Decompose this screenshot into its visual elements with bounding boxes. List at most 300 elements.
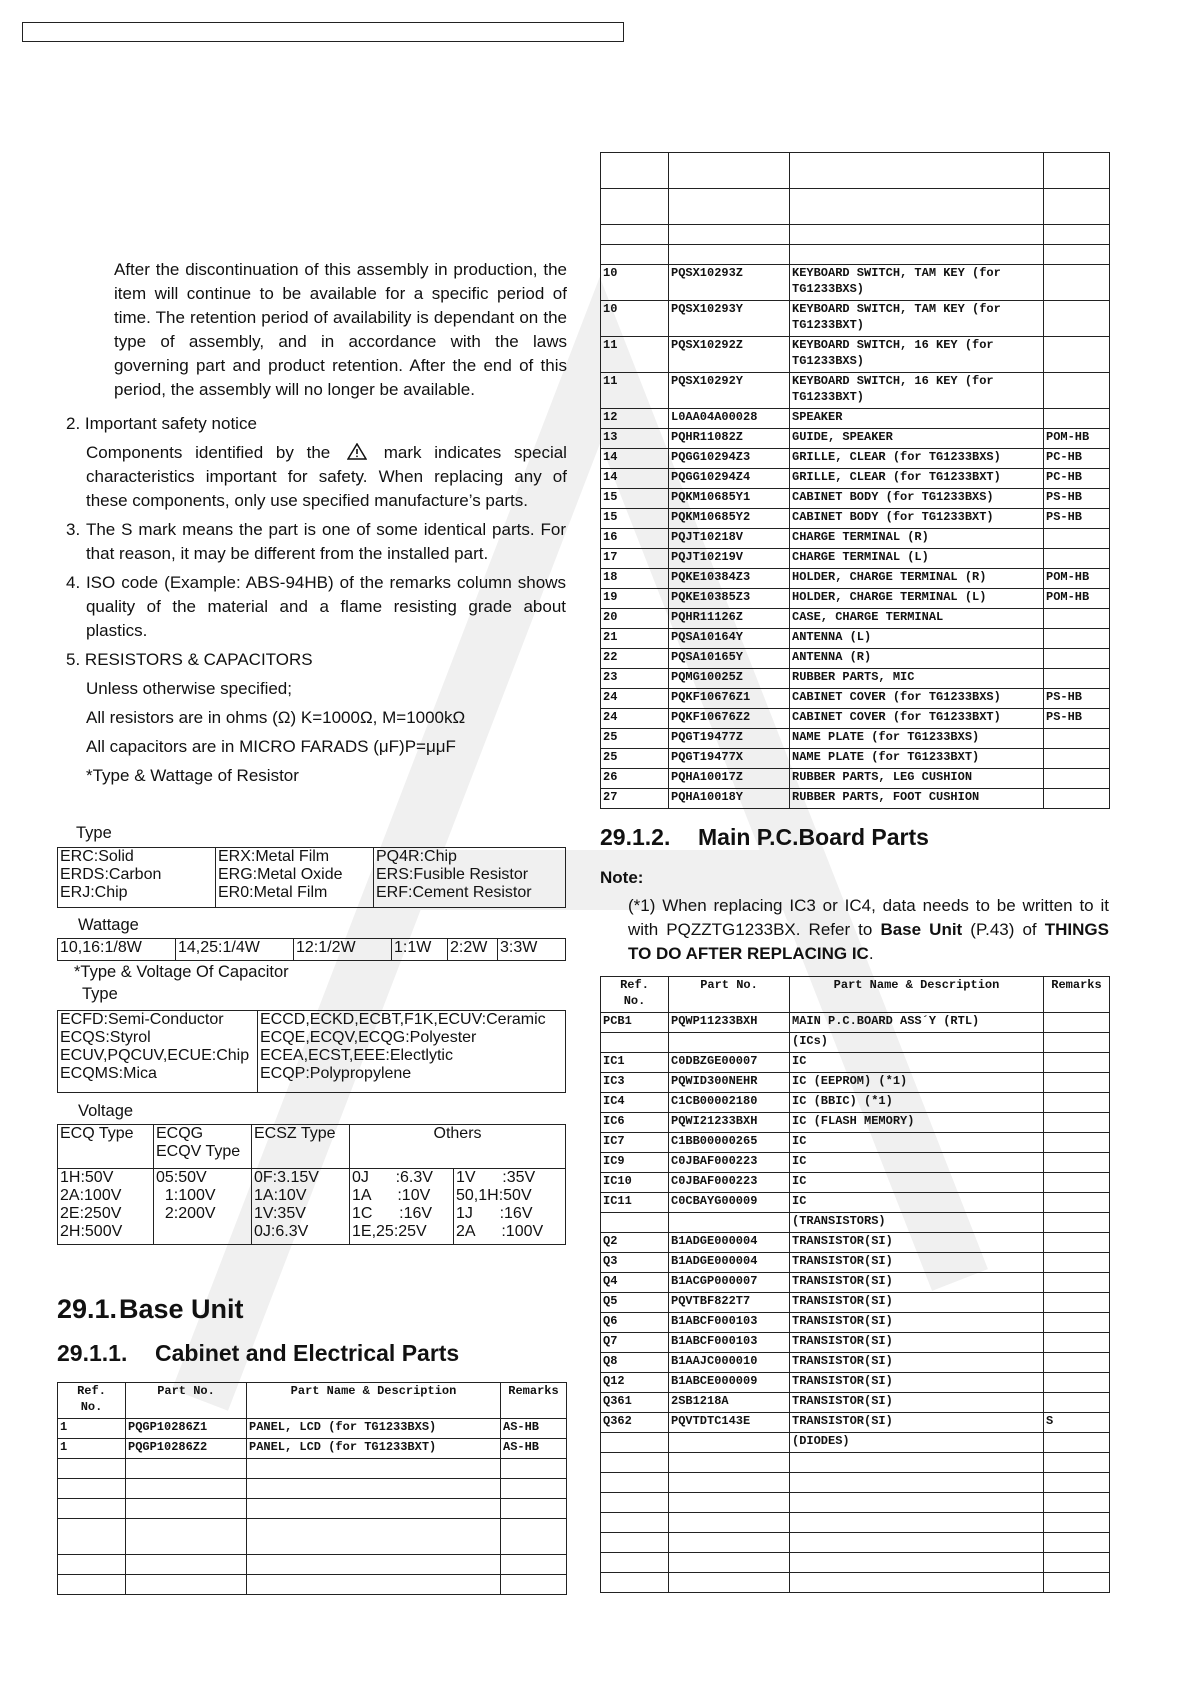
column-header: Remarks: [501, 1383, 567, 1419]
table-row: [601, 1353, 1110, 1373]
ref-cell: Q7: [601, 1333, 669, 1353]
ref-cell: Q8: [601, 1353, 669, 1373]
ref-cell: 23: [601, 669, 669, 689]
ref-cell: [601, 1033, 669, 1053]
table-row: [601, 1173, 1110, 1193]
table-row: [601, 1373, 1110, 1393]
table-row: [601, 789, 1110, 809]
remarks-cell: [1044, 1133, 1110, 1153]
part-no-cell: PQSX10292Z: [669, 337, 790, 373]
remarks-cell: [1044, 1093, 1110, 1113]
part-no-cell: C1BB00000265: [669, 1133, 790, 1153]
part-no-cell: PQWI21233BXH: [669, 1113, 790, 1133]
section-29-1-2-heading: [600, 824, 929, 851]
remarks-cell: [1044, 1013, 1110, 1033]
item-5-title-text: RESISTORS & CAPACITORS: [84, 650, 313, 669]
part-no-cell: PQWP11233BXH: [669, 1013, 790, 1033]
table-row: [601, 1053, 1110, 1073]
part-no-cell: PQKE10384Z3: [669, 569, 790, 589]
part-no-cell: PQWID300NEHR: [669, 1073, 790, 1093]
ref-cell: IC6: [601, 1113, 669, 1133]
part-no-cell: [669, 1433, 790, 1453]
resistor-type-cell: ERC:Solid ERDS:Carbon ERJ:Chip: [58, 848, 216, 908]
ref-cell: IC7: [601, 1133, 669, 1153]
capacitor-type-cell: ECCD,ECKD,ECBT,F1K,ECUV:Ceramic ECQE,ECQV,ECQG:Polyester ECEA,ECST,EEE:Electlytic ECQP:Polypropylene: [258, 1011, 566, 1093]
remarks-cell: [1044, 1393, 1110, 1413]
ref-cell: 17: [601, 549, 669, 569]
part-no-cell: PQSX10292Y: [669, 373, 790, 409]
description-cell: KEYBOARD SWITCH, TAM KEY (for TG1233BXS): [790, 265, 1044, 301]
cabinet-parts-table-continued: [600, 152, 1110, 809]
description-cell: TRANSISTOR(SI): [790, 1273, 1044, 1293]
voltage-header: ECSZ Type: [252, 1125, 350, 1169]
ref-cell: 24: [601, 709, 669, 729]
table-row: [601, 1273, 1110, 1293]
part-no-cell: PQKM10685Y2: [669, 509, 790, 529]
part-no-cell: PQGP10286Z2: [126, 1439, 247, 1459]
column-header: Remarks: [1044, 977, 1110, 1013]
empty-row: [601, 1553, 1110, 1573]
description-cell: CABINET BODY (for TG1233BXS): [790, 489, 1044, 509]
retention-paragraph: After the discontinuation of this assembly in production, the item will continue to be available for a specific period of time. The retention period of availability is dependant on the type of assembly, and in accordance with the laws governing part and product retention. After the end of this period, the assembly will no longer be available.: [114, 260, 567, 399]
remarks-cell: [1044, 1033, 1110, 1053]
part-no-cell: PQHA10018Y: [669, 789, 790, 809]
table-row: [601, 1433, 1110, 1453]
description-cell: TRANSISTOR(SI): [790, 1293, 1044, 1313]
voltage-cell: 05:50V 1:100V 2:200V: [154, 1169, 252, 1245]
column-header: Part Name & Description: [790, 977, 1044, 1013]
item-3-number: 3.: [66, 520, 81, 539]
remarks-cell: [1044, 729, 1110, 749]
note-text-a: (*1) When replacing IC3 or IC4, data needs to be written to it with PQZZTG1233BX. Refer to: [628, 896, 1109, 939]
item-2-title-text: Important safety notice: [84, 414, 257, 433]
item-5-line-1: Unless otherwise specified;: [86, 679, 292, 698]
ref-cell: 18: [601, 569, 669, 589]
ref-cell: 16: [601, 529, 669, 549]
item-5-number: 5.: [66, 650, 81, 669]
part-no-cell: [669, 1033, 790, 1053]
ref-cell: 14: [601, 449, 669, 469]
description-cell: IC: [790, 1193, 1044, 1213]
part-no-cell: PQVTBF822T7: [669, 1293, 790, 1313]
empty-row: [601, 1513, 1110, 1533]
table-row: [601, 409, 1110, 429]
table-row: [601, 509, 1110, 529]
ref-cell: 13: [601, 429, 669, 449]
column-header: Part Name & Description: [247, 1383, 501, 1419]
capacitor-title: *Type & Voltage Of Capacitor: [74, 963, 289, 981]
ref-cell: Q6: [601, 1313, 669, 1333]
description-cell: KEYBOARD SWITCH, 16 KEY (for TG1233BXT): [790, 373, 1044, 409]
table-row: [601, 629, 1110, 649]
table-row: [601, 1133, 1110, 1153]
remarks-cell: [1044, 1313, 1110, 1333]
column-header: Part No.: [669, 977, 790, 1013]
ref-cell: Q2: [601, 1233, 669, 1253]
remarks-cell: [1044, 1233, 1110, 1253]
remarks-cell: POM-HB: [1044, 569, 1110, 589]
voltage-cell: 0F:3.15V 1A:10V 1V:35V 0J:6.3V: [252, 1169, 350, 1245]
part-no-cell: B1ABCE000009: [669, 1373, 790, 1393]
empty-row: [601, 1493, 1110, 1513]
note-text-b: (P.43) of: [970, 920, 1037, 939]
column-header: Part No.: [126, 1383, 247, 1419]
main-pcb-parts-table: [600, 976, 1110, 1593]
empty-row: [58, 1459, 567, 1479]
item-5-line-3: All capacitors are in MICRO FARADS (μF)P=μμF: [86, 737, 456, 756]
remarks-cell: [1044, 789, 1110, 809]
note-paragraph: [628, 894, 1109, 966]
item-4: [66, 571, 566, 643]
ref-cell: IC11: [601, 1193, 669, 1213]
item-5-title: [66, 648, 313, 672]
part-no-cell: PQHA10017Z: [669, 769, 790, 789]
description-cell: TRANSISTOR(SI): [790, 1393, 1044, 1413]
ref-cell: 10: [601, 301, 669, 337]
part-no-cell: B1ACGP000007: [669, 1273, 790, 1293]
ref-cell: 1: [58, 1419, 126, 1439]
table-row: [601, 1313, 1110, 1333]
ref-cell: IC1: [601, 1053, 669, 1073]
description-cell: (TRANSISTORS): [790, 1213, 1044, 1233]
ref-cell: 10: [601, 265, 669, 301]
table-row: [601, 529, 1110, 549]
part-no-cell: L0AA04A00028: [669, 409, 790, 429]
empty-row: [58, 1575, 567, 1595]
ref-cell: Q362: [601, 1413, 669, 1433]
table-row: [58, 1419, 567, 1439]
remarks-cell: AS-HB: [501, 1439, 567, 1459]
remarks-cell: [1044, 373, 1110, 409]
table-row: [601, 1413, 1110, 1433]
remarks-cell: [1044, 549, 1110, 569]
ref-cell: 26: [601, 769, 669, 789]
table-row: [601, 609, 1110, 629]
warning-triangle-icon: [347, 443, 367, 460]
table-row: [601, 1333, 1110, 1353]
section-title: Cabinet and Electrical Parts: [155, 1340, 460, 1366]
description-cell: TRANSISTOR(SI): [790, 1253, 1044, 1273]
description-cell: IC: [790, 1133, 1044, 1153]
description-cell: CHARGE TERMINAL (L): [790, 549, 1044, 569]
table-row: [601, 1093, 1110, 1113]
part-no-cell: C0JBAF000223: [669, 1173, 790, 1193]
remarks-cell: [1044, 409, 1110, 429]
part-no-cell: C0CBAYG00009: [669, 1193, 790, 1213]
description-cell: IC (EEPROM) (*1): [790, 1073, 1044, 1093]
part-no-cell: B1ABCF000103: [669, 1313, 790, 1333]
things-to-do-reference: THINGS TO DO AFTER REPLACING IC: [628, 920, 1109, 963]
voltage-cell: 1V :35V 50,1H:50V 1J :16V 2A :100V: [454, 1169, 566, 1245]
description-cell: TRANSISTOR(SI): [790, 1333, 1044, 1353]
empty-row: [601, 1453, 1110, 1473]
table-row: [601, 1013, 1110, 1033]
part-no-cell: PQSX10293Z: [669, 265, 790, 301]
table-row: [601, 1393, 1110, 1413]
remarks-cell: PC-HB: [1044, 469, 1110, 489]
part-no-cell: C0JBAF000223: [669, 1153, 790, 1173]
remarks-cell: POM-HB: [1044, 589, 1110, 609]
description-cell: TRANSISTOR(SI): [790, 1233, 1044, 1253]
description-cell: CHARGE TERMINAL (R): [790, 529, 1044, 549]
table-row: [601, 449, 1110, 469]
section-29-1-1-heading: [57, 1340, 459, 1367]
part-no-cell: B1AAJC000010: [669, 1353, 790, 1373]
table-row: [601, 549, 1110, 569]
ref-cell: 14: [601, 469, 669, 489]
table-row: [601, 469, 1110, 489]
table-row: [601, 709, 1110, 729]
part-no-cell: PQJT10218V: [669, 529, 790, 549]
voltage-cell: 1H:50V 2A:100V 2E:250V 2H:500V: [58, 1169, 154, 1245]
part-no-cell: [669, 1213, 790, 1233]
table-row: [601, 569, 1110, 589]
table-row: [58, 1439, 567, 1459]
part-no-cell: C0DBZGE00007: [669, 1053, 790, 1073]
remarks-cell: [1044, 1253, 1110, 1273]
table-row: [601, 489, 1110, 509]
ref-cell: Q5: [601, 1293, 669, 1313]
column-header: Ref. No.: [601, 977, 669, 1013]
table-row: [601, 729, 1110, 749]
wattage-cell: 12:1/2W: [294, 939, 392, 961]
ref-cell: Q361: [601, 1393, 669, 1413]
ref-cell: 27: [601, 789, 669, 809]
empty-row: [58, 1499, 567, 1519]
remarks-cell: [1044, 1053, 1110, 1073]
part-no-cell: PQGT19477X: [669, 749, 790, 769]
part-no-cell: PQGG10294Z3: [669, 449, 790, 469]
empty-row: [601, 189, 1110, 225]
ref-cell: 22: [601, 649, 669, 669]
section-number: 29.1.: [57, 1294, 118, 1324]
capacitor-type-label: Type: [82, 985, 118, 1003]
description-cell: IC (BBIC) (*1): [790, 1093, 1044, 1113]
table-row: [601, 1213, 1110, 1233]
description-cell: CABINET COVER (for TG1233BXS): [790, 689, 1044, 709]
empty-row: [601, 153, 1110, 189]
ref-cell: 15: [601, 509, 669, 529]
ref-cell: IC9: [601, 1153, 669, 1173]
description-cell: PANEL, LCD (for TG1233BXS): [247, 1419, 501, 1439]
column-header: Ref. No.: [58, 1383, 126, 1419]
table-row: [601, 1233, 1110, 1253]
remarks-cell: [1044, 1153, 1110, 1173]
table-row: [601, 1113, 1110, 1133]
item-4-text: ISO code (Example: ABS-94HB) of the remarks column shows quality of the material and a flame resisting grade about plastics.: [85, 573, 566, 640]
resistor-type-cell: PQ4R:Chip ERS:Fusible Resistor ERF:Cement Resistor: [374, 848, 566, 908]
table-row: [601, 1073, 1110, 1093]
description-cell: RUBBER PARTS, MIC: [790, 669, 1044, 689]
ref-cell: [601, 1213, 669, 1233]
cabinet-parts-table: [57, 1382, 567, 1595]
part-no-cell: PQHR11082Z: [669, 429, 790, 449]
empty-row: [601, 1473, 1110, 1493]
part-no-cell: PQGT19477Z: [669, 729, 790, 749]
remarks-cell: [1044, 337, 1110, 373]
ref-cell: 24: [601, 689, 669, 709]
remarks-cell: [1044, 609, 1110, 629]
remarks-cell: [1044, 769, 1110, 789]
description-cell: RUBBER PARTS, FOOT CUSHION: [790, 789, 1044, 809]
resistor-type-table: [57, 847, 566, 908]
remarks-cell: [1044, 1353, 1110, 1373]
wattage-table: [57, 938, 566, 961]
wattage-cell: 3:3W: [498, 939, 566, 961]
table-row: [601, 749, 1110, 769]
table-row: [601, 1193, 1110, 1213]
remarks-cell: [1044, 1373, 1110, 1393]
description-cell: KEYBOARD SWITCH, TAM KEY (for TG1233BXT): [790, 301, 1044, 337]
section-title: Main P.C.Board Parts: [698, 824, 929, 850]
description-cell: TRANSISTOR(SI): [790, 1413, 1044, 1433]
item-2-text-b: mark indicates special characteristics important for safety. When replacing any of these components, only use specified manufacture’s parts.: [86, 443, 567, 510]
table-row: [601, 1293, 1110, 1313]
description-cell: (ICs): [790, 1033, 1044, 1053]
header-box: [22, 22, 624, 42]
part-no-cell: PQSA10165Y: [669, 649, 790, 669]
remarks-cell: PS-HB: [1044, 709, 1110, 729]
part-no-cell: PQKF10676Z2: [669, 709, 790, 729]
remarks-cell: [1044, 649, 1110, 669]
table-row: [601, 1253, 1110, 1273]
description-cell: CABINET BODY (for TG1233BXT): [790, 509, 1044, 529]
part-no-cell: PQMG10025Z: [669, 669, 790, 689]
voltage-header: Others: [350, 1125, 566, 1169]
description-cell: HOLDER, CHARGE TERMINAL (L): [790, 589, 1044, 609]
voltage-header: ECQ Type: [58, 1125, 154, 1169]
description-cell: CABINET COVER (for TG1233BXT): [790, 709, 1044, 729]
part-no-cell: PQKF10676Z1: [669, 689, 790, 709]
part-no-cell: PQKE10385Z3: [669, 589, 790, 609]
remarks-cell: [1044, 629, 1110, 649]
description-cell: RUBBER PARTS, LEG CUSHION: [790, 769, 1044, 789]
remarks-cell: [1044, 1293, 1110, 1313]
ref-cell: 11: [601, 337, 669, 373]
base-unit-reference: Base Unit: [880, 920, 963, 939]
remarks-cell: [1044, 301, 1110, 337]
item-5-line-2: All resistors are in ohms (Ω) K=1000Ω, M=1000kΩ: [86, 708, 466, 727]
remarks-cell: [1044, 1073, 1110, 1093]
part-no-cell: B1ADGE000004: [669, 1233, 790, 1253]
description-cell: NAME PLATE (for TG1233BXS): [790, 729, 1044, 749]
part-no-cell: PQHR11126Z: [669, 609, 790, 629]
empty-row: [601, 1573, 1110, 1593]
remarks-cell: [1044, 1213, 1110, 1233]
wattage-cell: 14,25:1/4W: [176, 939, 294, 961]
remarks-cell: [1044, 1433, 1110, 1453]
item-2-paragraph: [86, 441, 567, 513]
part-no-cell: PQSA10164Y: [669, 629, 790, 649]
description-cell: CASE, CHARGE TERMINAL: [790, 609, 1044, 629]
remarks-cell: [1044, 1173, 1110, 1193]
table-row: [601, 1033, 1110, 1053]
part-no-cell: B1ABCF000103: [669, 1333, 790, 1353]
remarks-cell: POM-HB: [1044, 429, 1110, 449]
table-row: [601, 669, 1110, 689]
description-cell: KEYBOARD SWITCH, 16 KEY (for TG1233BXS): [790, 337, 1044, 373]
wattage-cell: 10,16:1/8W: [58, 939, 176, 961]
note-label: Note:: [600, 868, 644, 887]
item-2-number: 2.: [66, 414, 81, 433]
description-cell: IC: [790, 1053, 1044, 1073]
ref-cell: 25: [601, 729, 669, 749]
description-cell: ANTENNA (L): [790, 629, 1044, 649]
wattage-cell: 2:2W: [448, 939, 498, 961]
description-cell: GUIDE, SPEAKER: [790, 429, 1044, 449]
capacitor-type-table: [57, 1010, 566, 1093]
part-no-cell: B1ADGE000004: [669, 1253, 790, 1273]
description-cell: MAIN P.C.BOARD ASS´Y (RTL): [790, 1013, 1044, 1033]
ref-cell: Q4: [601, 1273, 669, 1293]
voltage-header: ECQG ECQV Type: [154, 1125, 252, 1169]
description-cell: TRANSISTOR(SI): [790, 1313, 1044, 1333]
part-no-cell: PQJT10219V: [669, 549, 790, 569]
empty-row: [58, 1519, 567, 1555]
part-no-cell: 2SB1218A: [669, 1393, 790, 1413]
table-row: [601, 649, 1110, 669]
part-no-cell: PQGG10294Z4: [669, 469, 790, 489]
description-cell: IC: [790, 1153, 1044, 1173]
ref-cell: IC10: [601, 1173, 669, 1193]
description-cell: GRILLE, CLEAR (for TG1233BXS): [790, 449, 1044, 469]
ref-cell: Q3: [601, 1253, 669, 1273]
voltage-label: Voltage: [78, 1102, 134, 1120]
empty-row: [601, 225, 1110, 245]
part-no-cell: PQKM10685Y1: [669, 489, 790, 509]
remarks-cell: PC-HB: [1044, 449, 1110, 469]
description-cell: GRILLE, CLEAR (for TG1233BXT): [790, 469, 1044, 489]
remarks-cell: [1044, 1333, 1110, 1353]
description-cell: IC (FLASH MEMORY): [790, 1113, 1044, 1133]
wattage-label: Wattage: [78, 916, 139, 934]
item-3-text: The S mark means the part is one of some identical parts. For that reason, it may be different from the installed part.: [85, 520, 566, 563]
ref-cell: IC4: [601, 1093, 669, 1113]
ref-cell: 21: [601, 629, 669, 649]
ref-cell: 25: [601, 749, 669, 769]
table-row: [601, 689, 1110, 709]
section-title: Base Unit: [119, 1294, 244, 1324]
table-row: [601, 429, 1110, 449]
remarks-cell: S: [1044, 1413, 1110, 1433]
remarks-cell: AS-HB: [501, 1419, 567, 1439]
empty-row: [601, 1533, 1110, 1553]
section-29-1-heading: [57, 1294, 244, 1325]
ref-cell: 1: [58, 1439, 126, 1459]
item-2-title: [66, 412, 566, 436]
section-number: 29.1.2.: [600, 824, 671, 850]
remarks-cell: [1044, 1113, 1110, 1133]
description-cell: NAME PLATE (for TG1233BXT): [790, 749, 1044, 769]
table-row: [601, 301, 1110, 337]
ref-cell: Q12: [601, 1373, 669, 1393]
ref-cell: 19: [601, 589, 669, 609]
item-3: [66, 518, 566, 566]
remarks-cell: [1044, 1273, 1110, 1293]
capacitor-type-cell: ECFD:Semi-Conductor ECQS:Styrol ECUV,PQCUV,ECUE:Chip ECQMS:Mica: [58, 1011, 258, 1093]
remarks-cell: [1044, 529, 1110, 549]
part-no-cell: C1CB00002180: [669, 1093, 790, 1113]
remarks-cell: [1044, 1193, 1110, 1213]
part-no-cell: PQVTDTC143E: [669, 1413, 790, 1433]
description-cell: IC: [790, 1173, 1044, 1193]
table-row: [601, 265, 1110, 301]
section-number: 29.1.1.: [57, 1340, 128, 1366]
ref-cell: 20: [601, 609, 669, 629]
item-2-text-a: Components identified by the: [86, 443, 331, 462]
remarks-cell: PS-HB: [1044, 489, 1110, 509]
ref-cell: 11: [601, 373, 669, 409]
